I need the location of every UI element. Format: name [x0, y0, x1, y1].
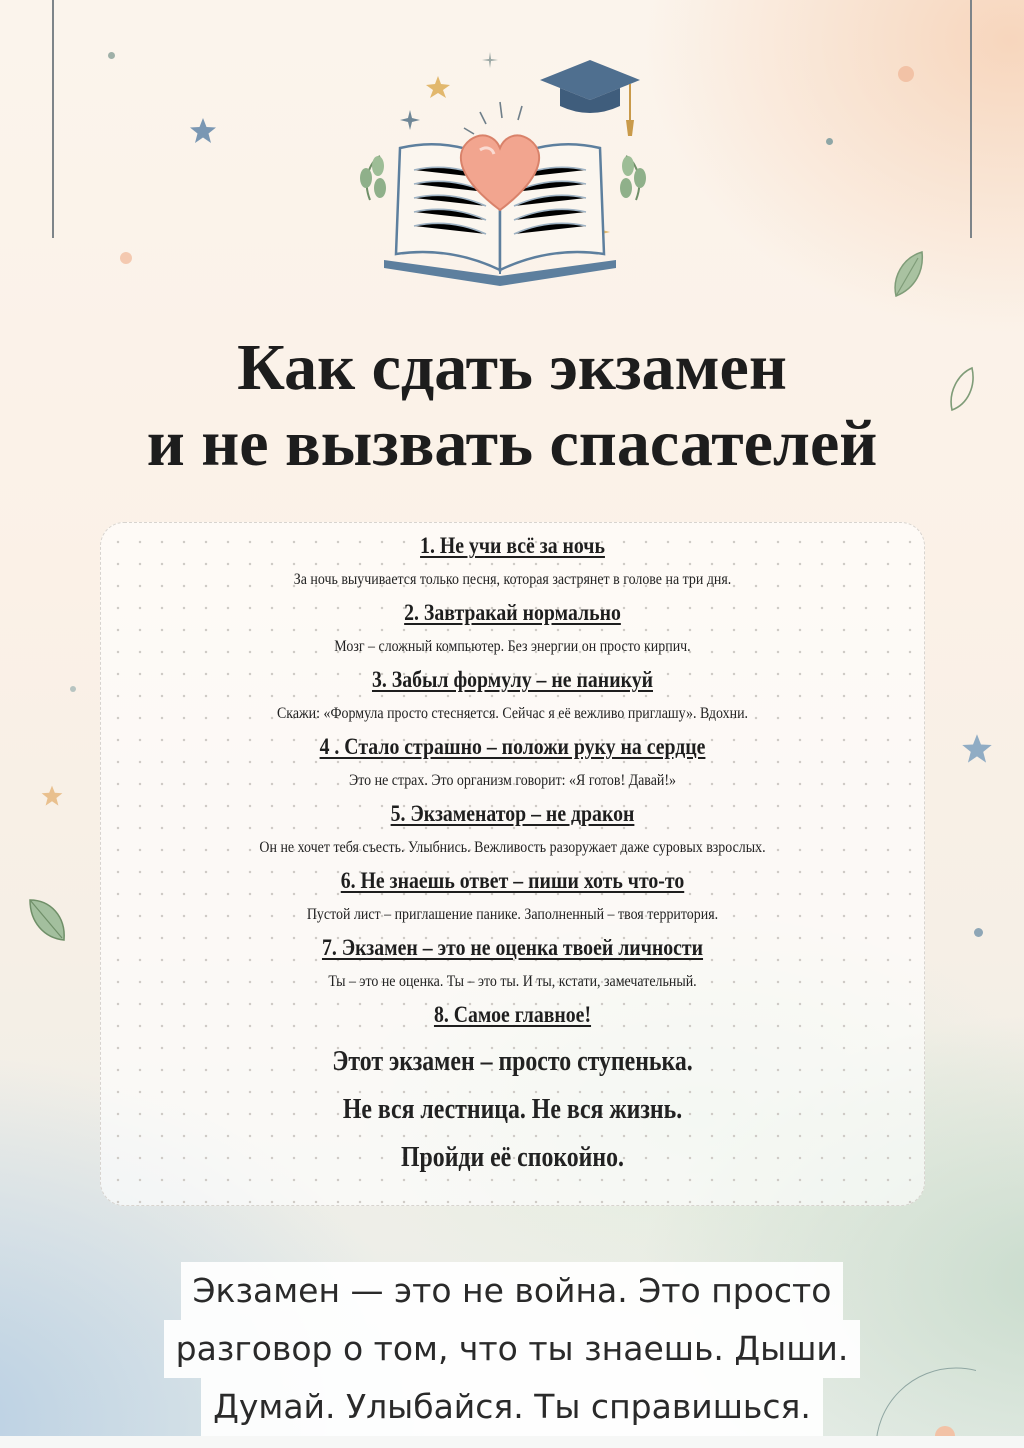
tip-heading: 3. Забыл формулу – не паникуй [371, 667, 654, 692]
list-item [101, 663, 924, 730]
decor-dot [70, 686, 76, 692]
final-message [101, 1038, 924, 1182]
right-divider-line [970, 0, 972, 238]
tip-text: Мозг – сложный компьютер. Без энергии он просто кирпич. [334, 638, 691, 655]
graduation-cap-icon [540, 60, 640, 136]
list-item [101, 730, 924, 797]
list-item [101, 931, 924, 998]
list-item [101, 797, 924, 864]
tip-heading: 8. Самое главное! [433, 1002, 592, 1027]
tip-heading: 2. Завтракай нормально [404, 600, 621, 625]
page-title [0, 330, 1024, 482]
decor-dot [108, 52, 115, 59]
decor-dot [974, 928, 983, 937]
leaf-icon [620, 156, 646, 200]
list-item [101, 864, 924, 931]
leaf-icon [888, 248, 928, 300]
closing-line: разговор о том, что ты знаешь. Дыши. [164, 1320, 861, 1378]
star-icon [188, 116, 218, 146]
tips-list [101, 529, 924, 1182]
tip-heading: 6. Не знаешь ответ – пиши хоть что-то [340, 868, 685, 893]
bottom-strip [0, 1436, 1024, 1448]
tip-heading: 1. Не учи всё за ночь [420, 533, 605, 558]
left-divider-line [52, 0, 54, 238]
tip-text: За ночь выучивается только песня, которая застрянет в голове на три дня. [293, 571, 732, 588]
list-item [101, 596, 924, 663]
decor-dot [898, 66, 914, 82]
decor-dot [826, 138, 833, 145]
closing-line: Экзамен — это не война. Это просто [181, 1262, 844, 1320]
tip-heading: 5. Экзаменатор – не дракон [390, 801, 635, 826]
open-book-heart-illustration [340, 50, 660, 290]
star-icon [40, 784, 64, 808]
tip-text: Ты – это не оценка. Ты – это ты. И ты, кстати, замечательный. [328, 973, 697, 990]
tip-text: Это не страх. Это организм говорит: «Я готов! Давай!» [349, 772, 676, 789]
final-line: Пройди её спокойно. [401, 1142, 624, 1173]
list-item [101, 998, 924, 1034]
sparkle-icon [400, 110, 420, 130]
tip-text: Скажи: «Формула просто стесняется. Сейчас я её вежливо приглашу». Вдохни. [276, 705, 749, 722]
star-icon [426, 76, 450, 98]
decor-dot [120, 252, 132, 264]
list-item [101, 529, 924, 596]
title-line-2: и не вызвать спасателей [146, 407, 878, 480]
leaf-icon [360, 156, 386, 200]
closing-line: Думай. Улыбайся. Ты справишься. [201, 1378, 823, 1436]
leaf-icon [26, 894, 70, 946]
tip-text: Он не хочет тебя съесть. Улыбнись. Вежливость разоружает даже суровых взрослых. [259, 839, 766, 856]
star-icon [960, 732, 994, 766]
tip-heading: 7. Экзамен – это не оценка твоей личности [321, 935, 704, 960]
tips-card [100, 522, 925, 1206]
tip-heading: 4 . Стало страшно – положи руку на сердце [319, 734, 706, 759]
title-line-1: Как сдать экзамен [237, 331, 787, 404]
closing-message [0, 1262, 1024, 1436]
final-line: Этот экзамен – просто ступенька. [332, 1046, 693, 1077]
tip-text: Пустой лист – приглашение панике. Заполненный – твоя территория. [306, 906, 719, 923]
final-line: Не вся лестница. Не вся жизнь. [342, 1094, 683, 1125]
